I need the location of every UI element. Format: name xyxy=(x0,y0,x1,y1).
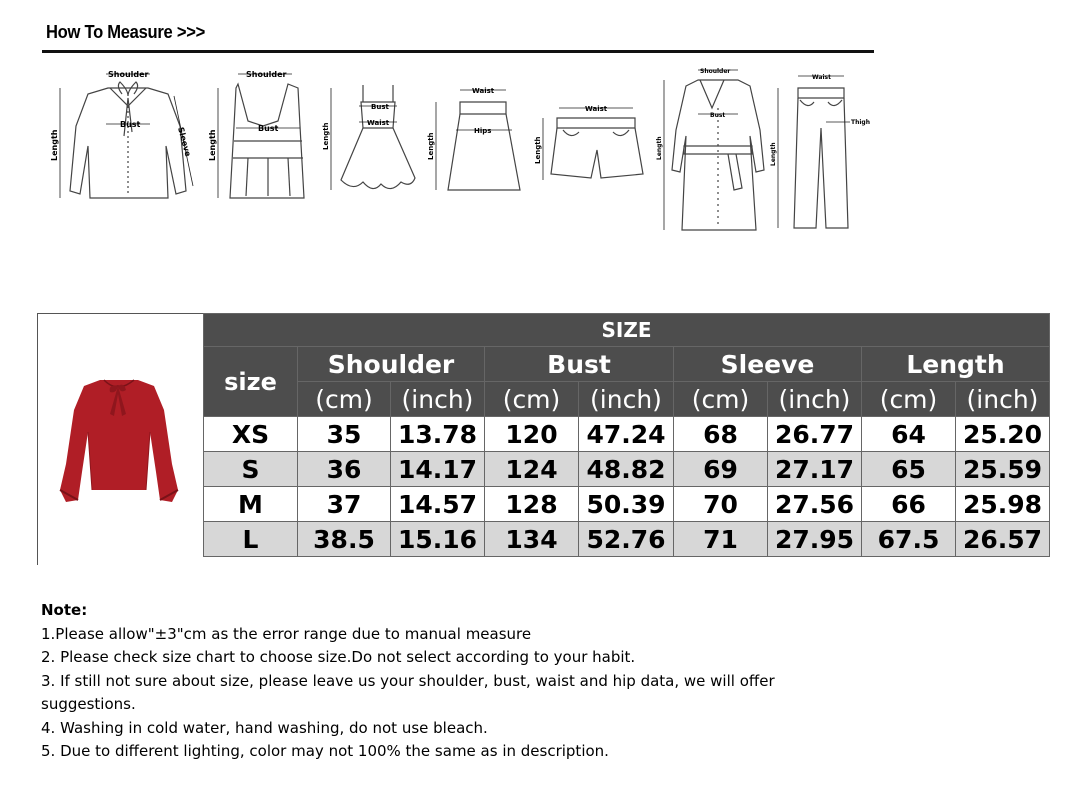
unit-header: (cm) xyxy=(862,382,956,417)
table-row xyxy=(204,417,1050,452)
value-cell: 69 xyxy=(674,452,768,487)
note-item: 5. Due to different lighting, color may not 100% the same as in description. xyxy=(41,742,609,760)
size-cell: S xyxy=(204,452,298,487)
unit-header: (inch) xyxy=(579,382,674,417)
value-cell: 13.78 xyxy=(391,417,485,452)
table-row xyxy=(204,522,1050,557)
value-cell: 27.56 xyxy=(768,487,862,522)
value-cell: 65 xyxy=(862,452,956,487)
diagram-skirt xyxy=(427,80,530,200)
value-cell: 37 xyxy=(298,487,391,522)
value-cell: 66 xyxy=(862,487,956,522)
label-shoulder: Shoulder xyxy=(700,68,731,75)
header-sleeve: Sleeve xyxy=(674,347,862,382)
value-cell: 15.16 xyxy=(391,522,485,557)
unit-header: (cm) xyxy=(298,382,391,417)
diagram-camisole xyxy=(208,66,318,216)
size-cell: XS xyxy=(204,417,298,452)
value-cell: 26.77 xyxy=(768,417,862,452)
label-hips: Hips xyxy=(474,127,492,135)
value-cell: 27.95 xyxy=(768,522,862,557)
value-cell: 120 xyxy=(485,417,579,452)
value-cell: 27.17 xyxy=(768,452,862,487)
note-item: suggestions. xyxy=(41,695,136,713)
unit-header: (cm) xyxy=(485,382,579,417)
value-cell: 70 xyxy=(674,487,768,522)
value-cell: 25.59 xyxy=(956,452,1050,487)
label-waist: Waist xyxy=(367,119,390,127)
value-cell: 128 xyxy=(485,487,579,522)
note-item: 3. If still not sure about size, please leave us your shoulder, bust, waist and hip data, we will offer xyxy=(41,671,775,690)
value-cell: 71 xyxy=(674,522,768,557)
unit-header: (inch) xyxy=(768,382,862,417)
unit-header: (inch) xyxy=(956,382,1050,417)
diagram-dress xyxy=(323,80,423,200)
label-length: Length xyxy=(770,142,777,166)
size-chart-table xyxy=(203,313,1050,557)
label-bust: Bust xyxy=(710,112,726,119)
label-thigh: Thigh xyxy=(851,119,870,126)
value-cell: 47.24 xyxy=(579,417,674,452)
header-length: Length xyxy=(862,347,1050,382)
label-length: Length xyxy=(50,129,59,161)
label-length: Length xyxy=(534,136,542,164)
notes-section xyxy=(41,599,841,764)
value-cell: 50.39 xyxy=(579,487,674,522)
how-to-measure-title: How To Measure >>> xyxy=(46,22,206,42)
label-length: Length xyxy=(322,122,330,150)
table-row xyxy=(204,487,1050,522)
value-cell: 36 xyxy=(298,452,391,487)
diagram-coat xyxy=(658,60,768,236)
note-item: 4. Washing in cold water, hand washing, do not use bleach. xyxy=(41,718,488,737)
title-divider xyxy=(42,50,874,53)
value-cell: 67.5 xyxy=(862,522,956,557)
label-bust: Bust xyxy=(120,120,141,129)
size-table-title: SIZE xyxy=(204,314,1050,347)
label-waist: Waist xyxy=(472,87,495,95)
header-bust: Bust xyxy=(485,347,674,382)
value-cell: 124 xyxy=(485,452,579,487)
table-row xyxy=(204,452,1050,487)
label-waist: Waist xyxy=(812,74,831,81)
label-sleeve: Sleeve xyxy=(176,126,193,158)
value-cell: 38.5 xyxy=(298,522,391,557)
unit-header: (inch) xyxy=(391,382,485,417)
value-cell: 25.20 xyxy=(956,417,1050,452)
value-cell: 26.57 xyxy=(956,522,1050,557)
label-length: Length xyxy=(656,136,663,160)
note-item: 1.Please allow"±3"cm as the error range due to manual measure xyxy=(41,624,532,643)
label-shoulder: Shoulder xyxy=(108,70,149,79)
value-cell: 52.76 xyxy=(579,522,674,557)
value-cell: 14.17 xyxy=(391,452,485,487)
value-cell: 35 xyxy=(298,417,391,452)
measure-diagrams xyxy=(40,58,880,238)
value-cell: 134 xyxy=(485,522,579,557)
red-blouse-image xyxy=(38,314,202,564)
label-bust: Bust xyxy=(371,103,389,111)
value-cell: 14.57 xyxy=(391,487,485,522)
product-image-frame xyxy=(37,313,203,565)
label-length: Length xyxy=(208,129,217,161)
value-cell: 68 xyxy=(674,417,768,452)
diagram-shorts xyxy=(535,96,650,196)
label-waist: Waist xyxy=(585,105,608,113)
unit-header: (cm) xyxy=(674,382,768,417)
notes-title: Note: xyxy=(41,601,88,619)
diagram-blouse xyxy=(48,66,208,216)
value-cell: 25.98 xyxy=(956,487,1050,522)
header-shoulder: Shoulder xyxy=(298,347,485,382)
diagram-pants xyxy=(770,66,880,232)
value-cell: 64 xyxy=(862,417,956,452)
label-length: Length xyxy=(427,132,435,160)
note-item: 2. Please check size chart to choose size.Do not select according to your habit. xyxy=(41,648,636,666)
size-column-header: size xyxy=(204,347,298,417)
label-bust: Bust xyxy=(258,124,279,133)
size-cell: L xyxy=(204,522,298,557)
value-cell: 48.82 xyxy=(579,452,674,487)
size-cell: M xyxy=(204,487,298,522)
label-shoulder: Shoulder xyxy=(246,70,287,79)
